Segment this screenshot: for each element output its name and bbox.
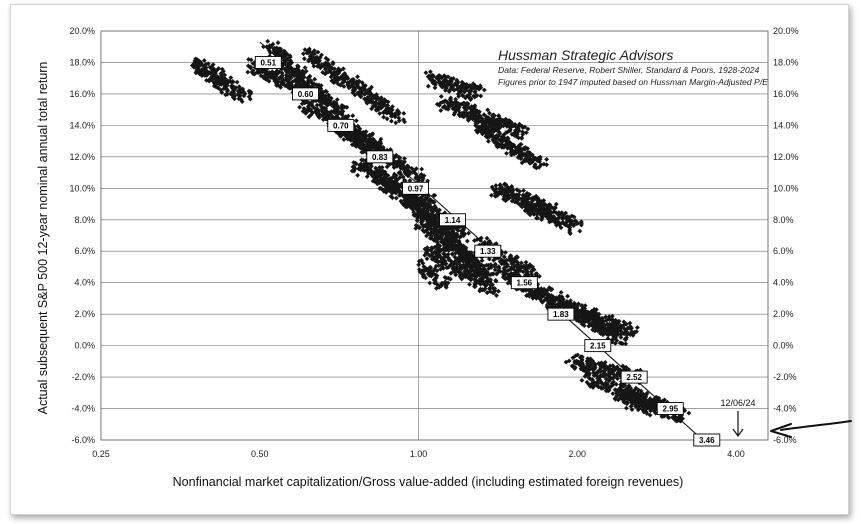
scatter-point xyxy=(297,105,302,110)
scatter-point xyxy=(504,151,509,156)
scatter-point xyxy=(465,239,470,244)
scatter-point xyxy=(389,119,394,124)
scatter-point xyxy=(265,39,270,44)
scatter-point xyxy=(610,391,615,396)
scatter-points xyxy=(190,39,691,424)
scatter-point xyxy=(355,74,360,79)
scatter-point xyxy=(521,188,526,193)
scatter-point xyxy=(544,157,549,162)
scatter-point xyxy=(350,113,355,118)
scatter-point xyxy=(433,85,438,90)
scatter-point xyxy=(355,173,360,178)
scatter-point xyxy=(565,294,570,299)
scatter-point xyxy=(245,70,250,75)
scatter-point xyxy=(401,111,406,116)
scatter-point xyxy=(482,88,487,93)
scatter-point xyxy=(312,77,317,82)
scatter-point xyxy=(577,229,582,234)
scatter-point xyxy=(235,80,240,85)
scatter-point xyxy=(426,84,431,89)
scatter-point xyxy=(624,406,629,411)
scatter-point xyxy=(302,56,307,61)
scatter-point xyxy=(419,167,424,172)
scatter-point xyxy=(427,281,432,286)
scatter-point xyxy=(416,262,421,267)
scatter-point xyxy=(276,40,281,45)
scatter-point xyxy=(579,378,584,383)
scatter-point xyxy=(486,139,491,144)
scatter-point xyxy=(303,65,308,70)
scatter-point xyxy=(423,70,428,75)
scatter-point xyxy=(686,411,691,416)
scatter-point xyxy=(478,94,483,99)
scatter-point xyxy=(354,118,359,123)
scatter-point xyxy=(635,325,640,330)
scatter-point xyxy=(439,94,444,99)
scatter-point xyxy=(503,250,508,255)
scatter-point xyxy=(301,51,306,56)
scatter-point xyxy=(496,289,501,294)
